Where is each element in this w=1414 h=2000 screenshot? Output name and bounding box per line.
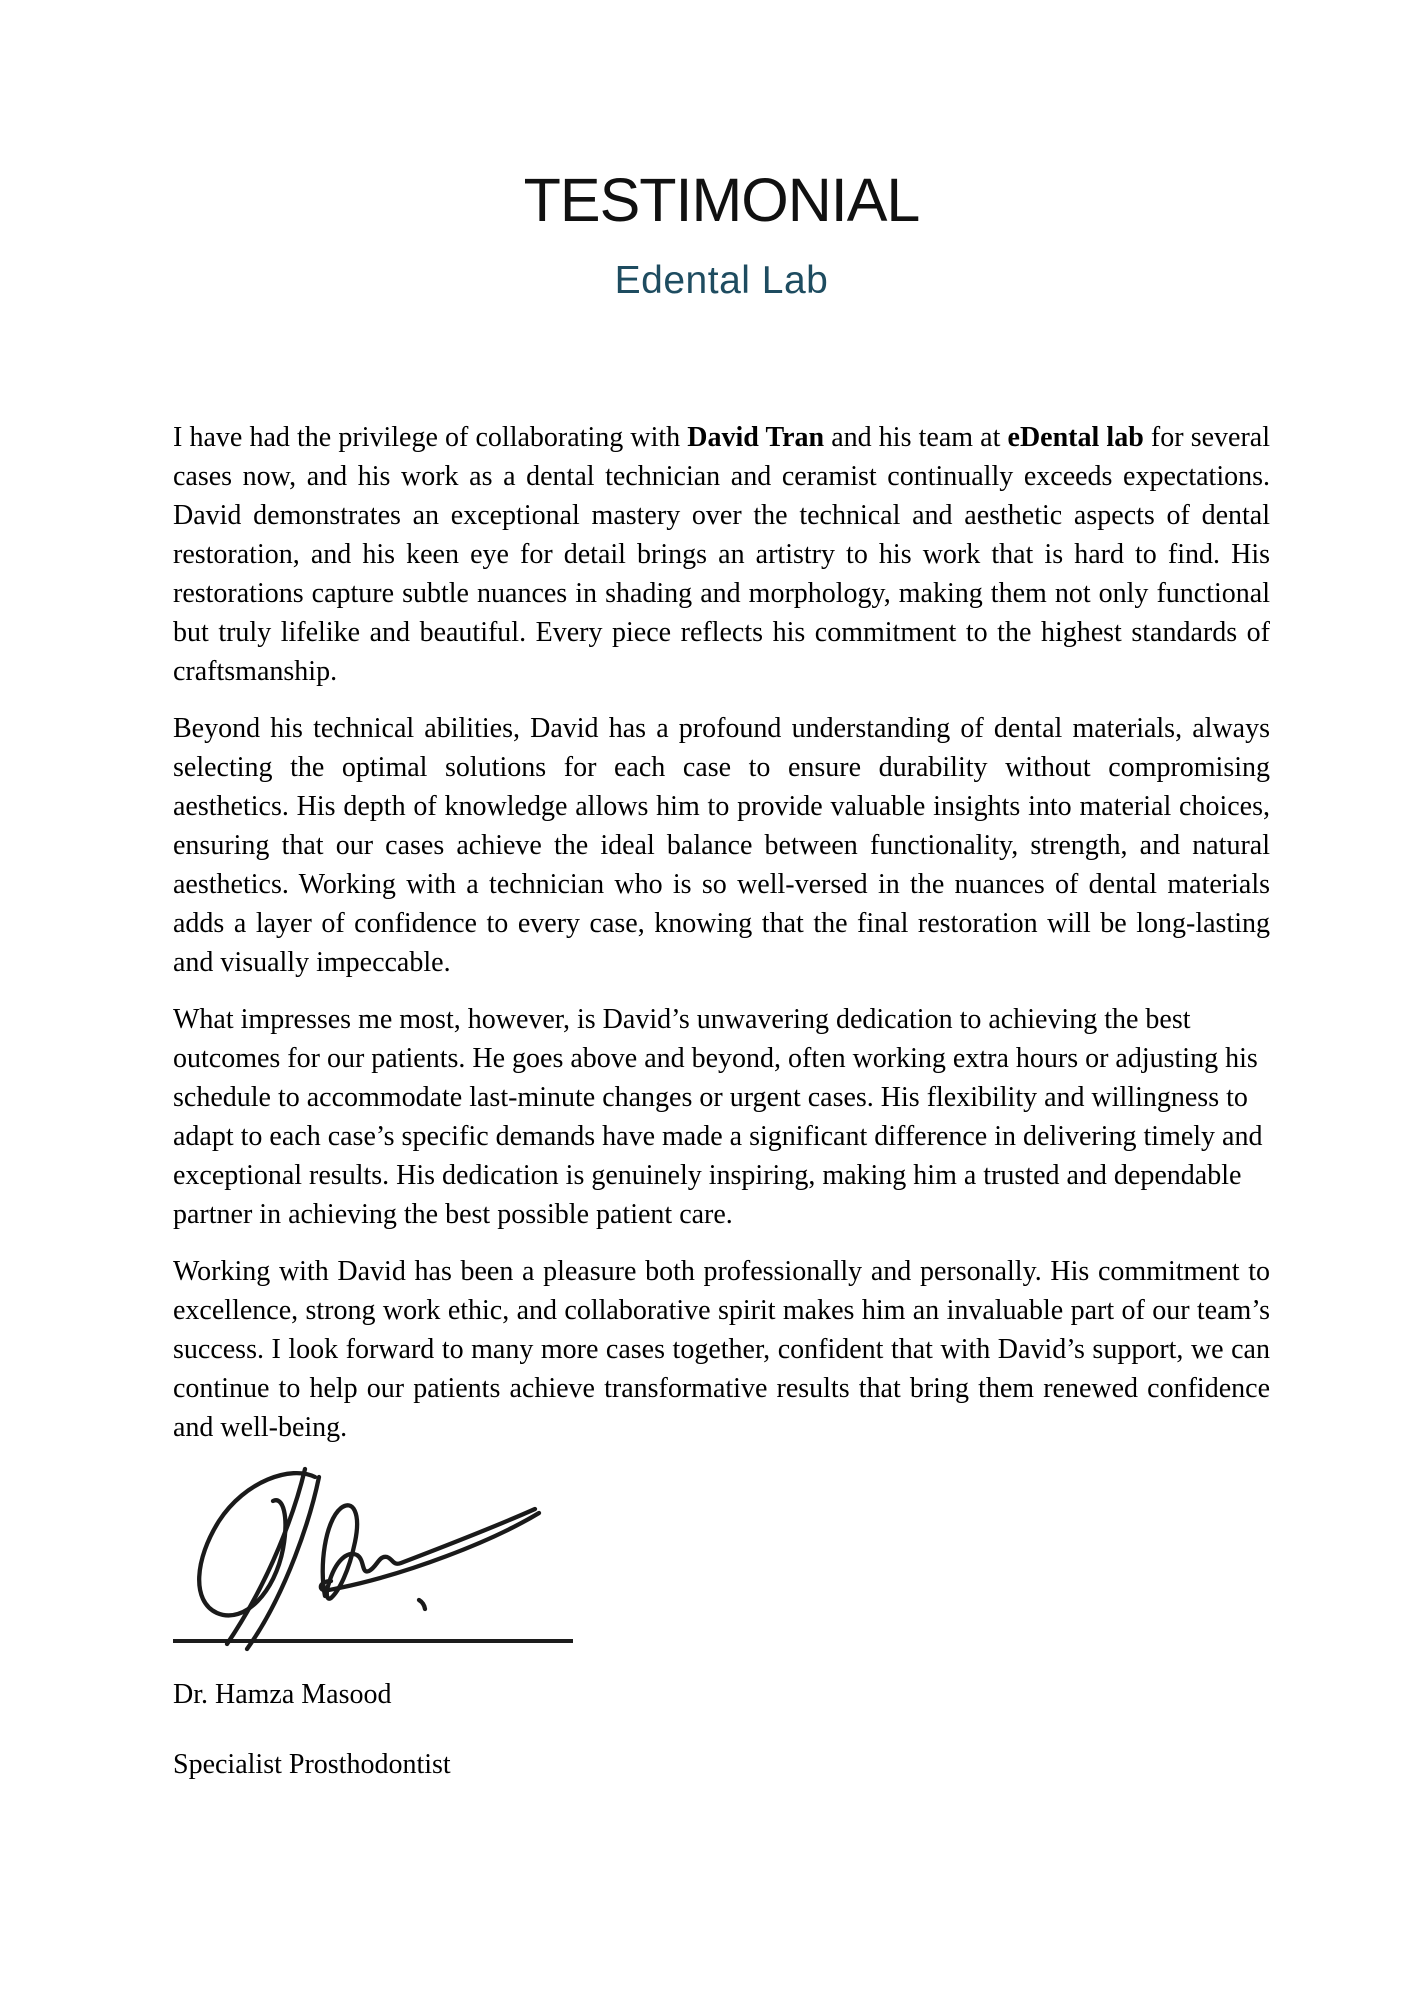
paragraph-1-text-before: I have had the privilege of collaborating with — [173, 422, 688, 453]
page-content — [0, 166, 1414, 1783]
paragraph-1-text-after: for several cases now, and his work as a dental technician and ceramist continually exceeds expectations. David demonstrates an exceptional mastery over the technical and aesthetic aspects of dental restoration, and his keen eye for detail brings an artistry to his work that is hard to find. His restorations capture subtle nuances in shading and morphology, making them not only functional but truly lifelike and beautiful. Every piece reflects his commitment to the highest standards of craftsmanship. — [173, 422, 1270, 687]
testimonial-paragraph-1 — [173, 418, 1270, 691]
signer-role: Specialist Prosthodontist — [173, 1749, 451, 1780]
paragraph-1-text-middle: and his team at — [824, 422, 1008, 453]
highlight-david-tran: David Tran — [687, 422, 825, 453]
document-header — [173, 166, 1270, 302]
signature-rule — [173, 1639, 573, 1643]
testimonial-paragraph-4: Working with David has been a pleasure both professionally and personally. His commitment to excellence, strong work ethic, and collaborative spirit makes him an invaluable part of our team’s success. I look forward to many more cases together, confident that with David’s support, we can continue to help our patients achieve transformative results that bring them renewed confidence and well-being. — [173, 1256, 1270, 1443]
testimonial-paragraph-3: What impresses me most, however, is David’s unwavering dedication to achieving the best outcomes for our patients. He goes above and beyond, often working extra hours or adjusting his schedule to accommodate last-minute changes or urgent cases. His flexibility and willingness to adapt to each case’s specific demands have made a significant difference in delivering timely and exceptional results. His dedication is genuinely inspiring, making him a trusted and dependable partner in achieving the best possible patient care. — [173, 1004, 1263, 1230]
highlight-edental-lab: eDental lab — [1007, 422, 1144, 453]
signer-name: Dr. Hamza Masood — [173, 1679, 392, 1710]
lab-name-subtitle: Edental Lab — [614, 259, 829, 302]
signature-block — [173, 1467, 1270, 1783]
handwritten-signature-image — [183, 1467, 553, 1637]
testimonial-paragraph-2: Beyond his technical abilities, David has a profound understanding of dental materials, always selecting the optimal solutions for each case to ensure durability without compromising aesthetics. His depth of knowledge allows him to provide valuable insights into material choices, ensuring that our cases achieve the ideal balance between functionality, strength, and natural aesthetics. Working with a technician who is so well-versed in the nuances of dental materials adds a layer of confidence to every case, knowing that the final restoration will be long-lasting and visually impeccable. — [173, 713, 1270, 978]
page-title: TESTIMONIAL — [523, 166, 920, 234]
testimonial-letter — [173, 418, 1270, 1447]
